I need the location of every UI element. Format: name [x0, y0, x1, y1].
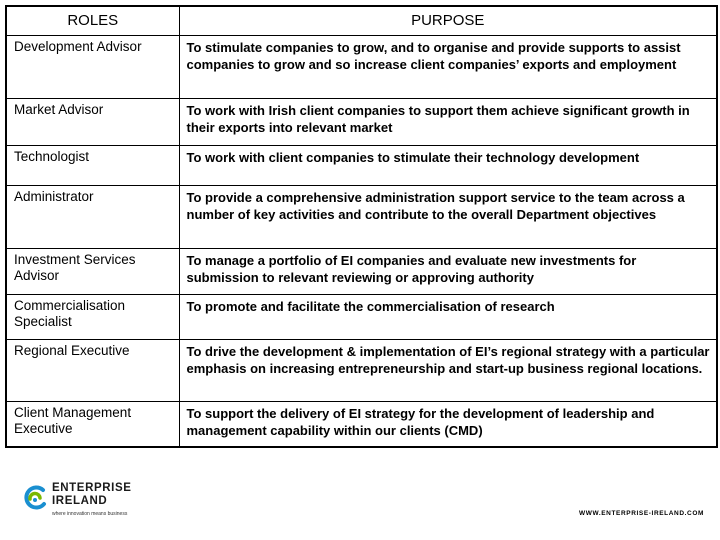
purpose-cell: To provide a comprehensive administration support service to the team across a number of key activities and contribute to the overall Department objectives [179, 185, 717, 248]
table-row [6, 145, 717, 185]
table-row [6, 35, 717, 98]
role-cell: Technologist [6, 145, 179, 185]
role-cell: Commercialisation Specialist [6, 294, 179, 339]
table-row [6, 294, 717, 339]
table-row [6, 248, 717, 294]
table-row [6, 339, 717, 401]
purpose-cell: To work with client companies to stimulate their technology development [179, 145, 717, 185]
table-row [6, 98, 717, 145]
purpose-cell: To drive the development & implementation of EI’s regional strategy with a particular emphasis on increasing entrepreneurship and start-up business regional locations. [179, 339, 717, 401]
purpose-cell: To work with Irish client companies to support them achieve significant growth in their exports into relevant market [179, 98, 717, 145]
enterprise-ireland-logo [22, 482, 162, 532]
purpose-cell: To stimulate companies to grow, and to organise and provide supports to assist companies to grow and so increase client companies’ exports and employment [179, 35, 717, 98]
enterprise-ireland-logo-mark-icon [22, 484, 48, 514]
purpose-cell: To promote and facilitate the commercialisation of research [179, 294, 717, 339]
roles-table [5, 5, 718, 448]
role-cell: Investment Services Advisor [6, 248, 179, 294]
purpose-column-header: PURPOSE [179, 6, 717, 35]
logo-tagline: where innovation means business [52, 511, 128, 517]
logo-line-1: ENTERPRISE [52, 482, 132, 494]
logo-wordmark [52, 482, 132, 508]
role-cell: Market Advisor [6, 98, 179, 145]
table-row [6, 185, 717, 248]
purpose-cell: To manage a portfolio of EI companies and evaluate new investments for submission to relevant reviewing or approving authority [179, 248, 717, 294]
footer [0, 470, 720, 540]
role-cell: Administrator [6, 185, 179, 248]
role-cell: Development Advisor [6, 35, 179, 98]
roles-column-header: ROLES [6, 6, 179, 35]
logo-line-2: IRELAND [52, 495, 108, 507]
role-cell: Client Management Executive [6, 401, 179, 447]
purpose-cell: To support the delivery of EI strategy for the development of leadership and management capability within our clients (CMD) [179, 401, 717, 447]
website-url: WWW.ENTERPRISE-IRELAND.COM [578, 510, 704, 517]
table-header-row [6, 6, 717, 35]
role-cell: Regional Executive [6, 339, 179, 401]
table-row [6, 401, 717, 447]
